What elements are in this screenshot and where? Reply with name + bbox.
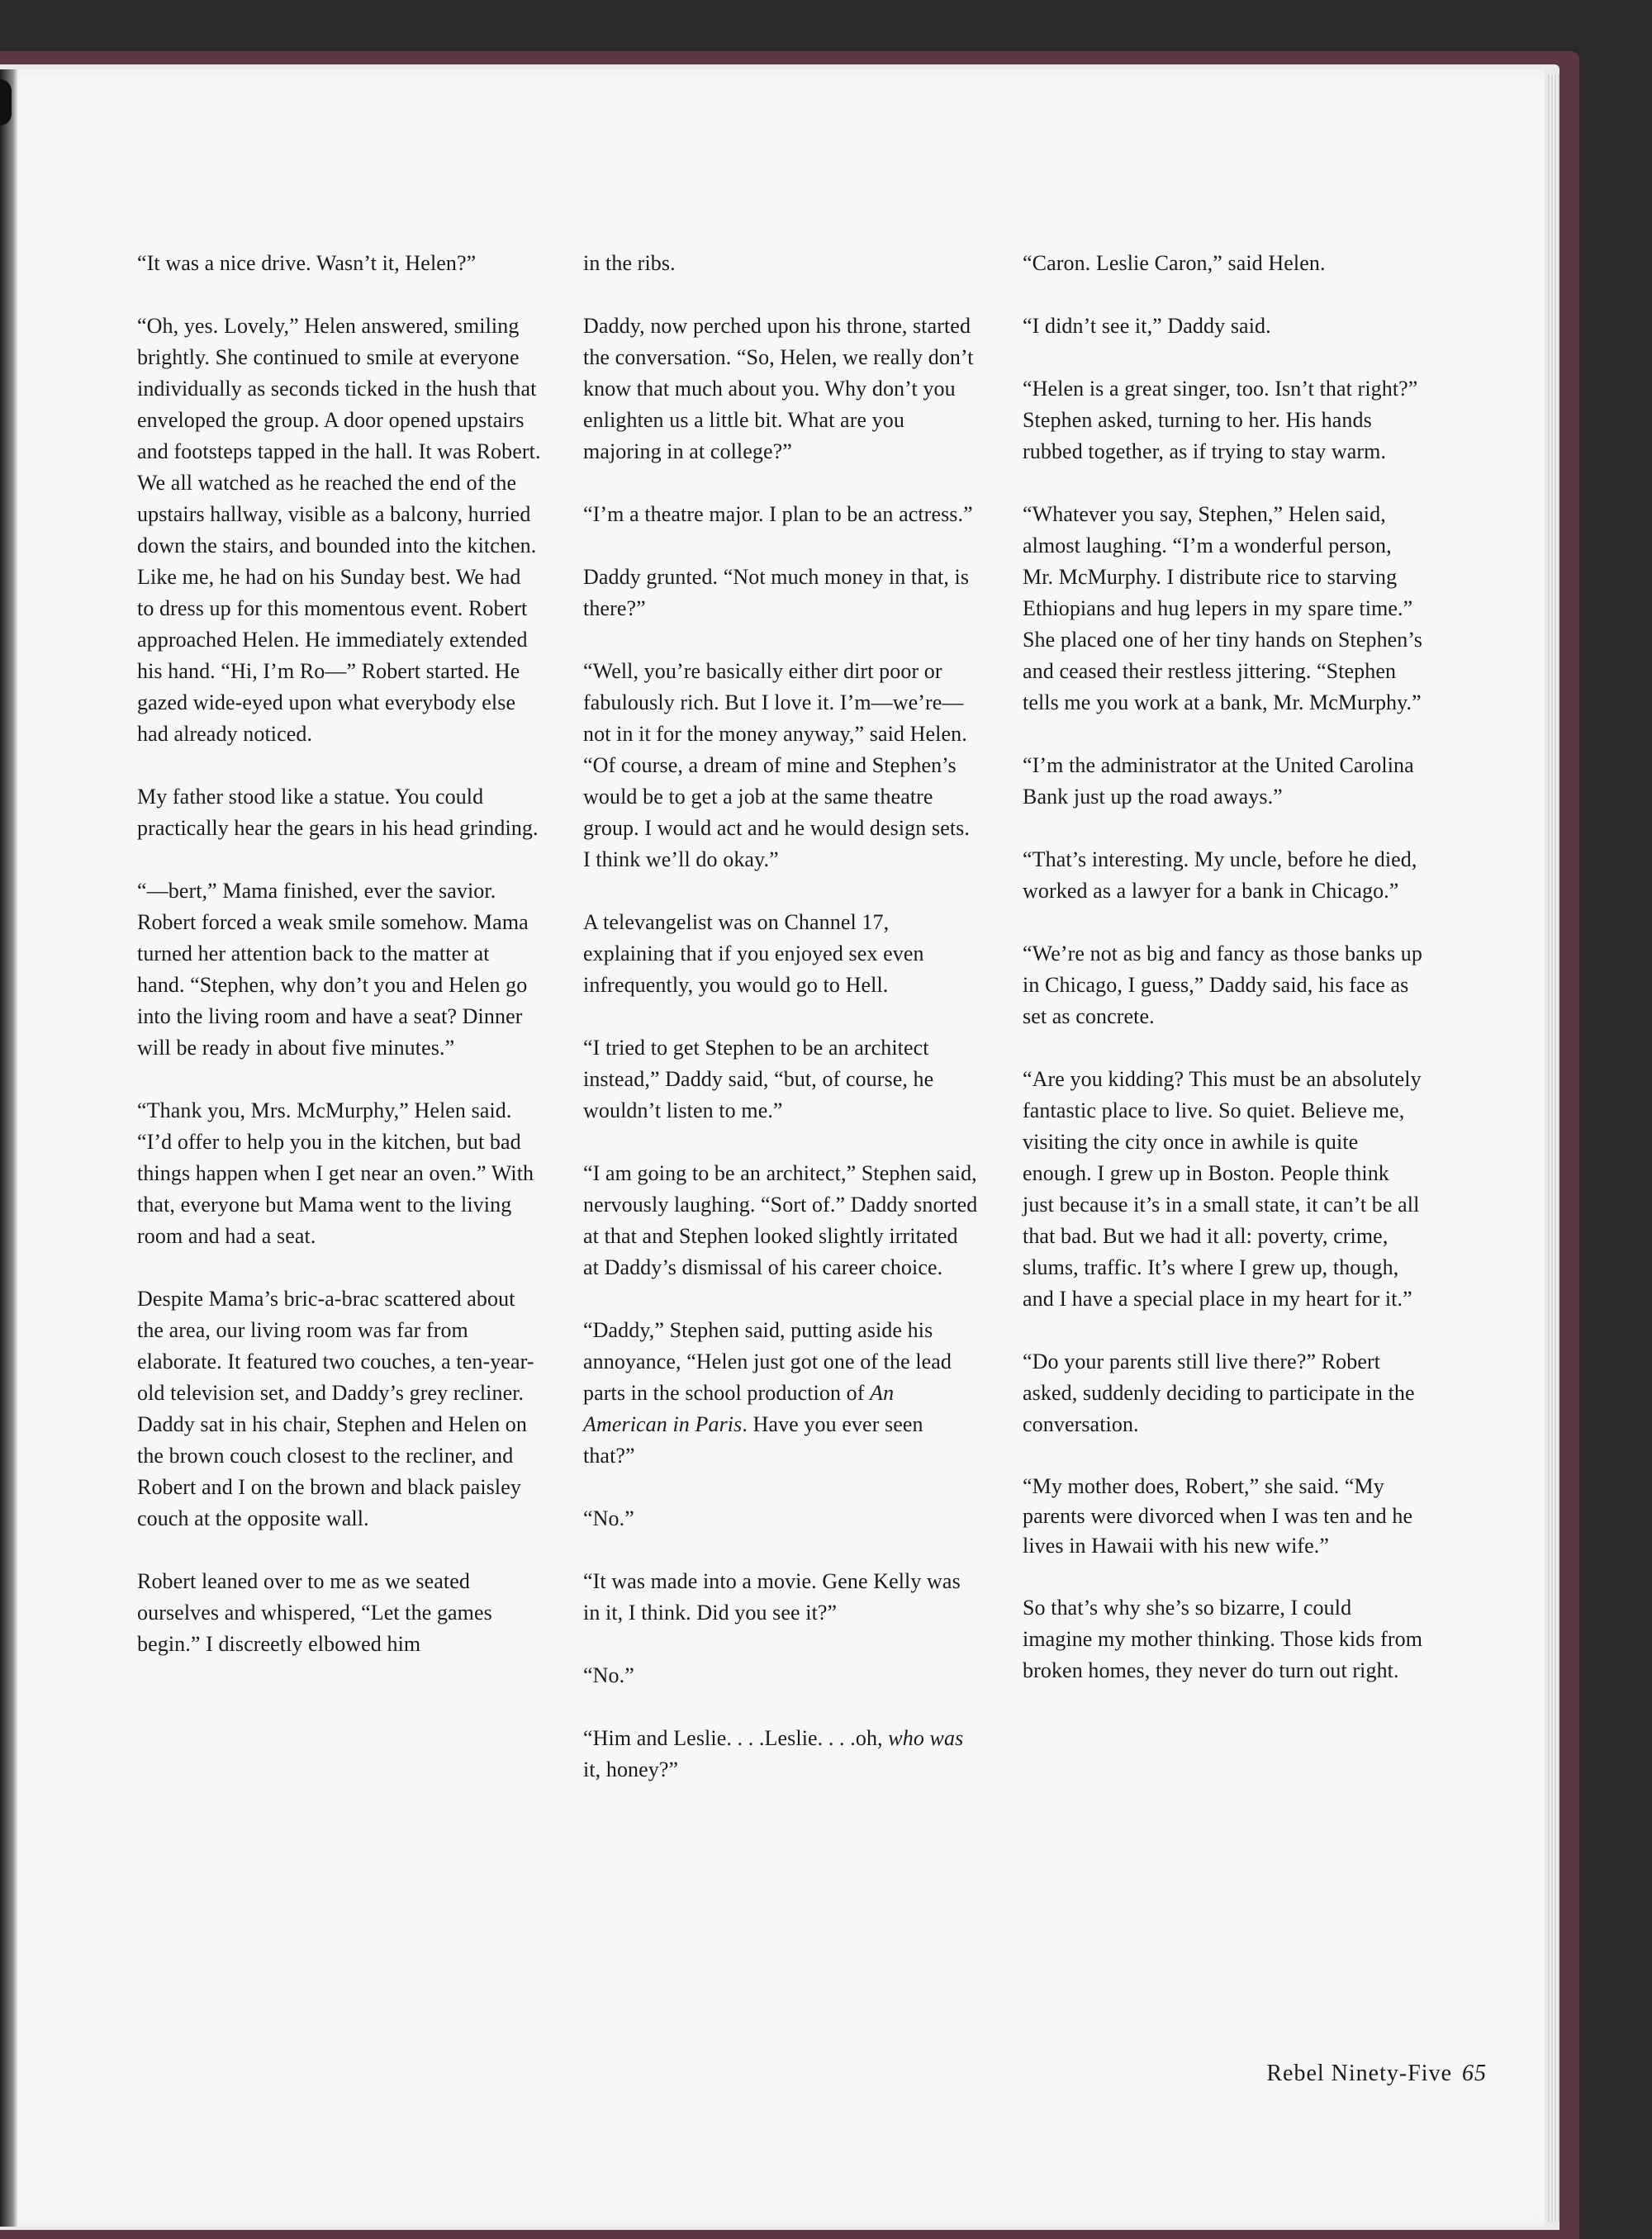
text-column-1 [137,248,542,1691]
italic-emphasis: who was [888,1726,964,1750]
paragraph: “I am going to be an architect,” Stephen said, nervously laughing. “Sort of.” Daddy snorted at that and Stephen looked slightly irritated at Daddy’s dismissal of his career choice. [583,1161,978,1279]
italic-title: An American in Paris [583,1381,895,1436]
paragraph: “We’re not as big and fancy as those banks up in Chicago, I guess,” Daddy said, his face as set as concrete. [1023,942,1422,1028]
paragraph: “I’m a theatre major. I plan to be an actress.” [583,502,973,526]
paragraph: “My mother does, Robert,” she said. “My parents were divorced when I was ten and he lives in Hawaii with his new wife.” [1023,1474,1413,1558]
paragraph-text: “Daddy,” Stephen said, putting aside his annoyance, “Helen just got one of the lead parts in the school production of [583,1318,952,1405]
paragraph: “No.” [583,1506,634,1530]
paragraph: “It was a nice drive. Wasn’t it, Helen?” [137,251,477,275]
paragraph: So that’s why she’s so bizarre, I could imagine my mother thinking. Those kids from broken homes, they never do turn out right. [1023,1596,1423,1682]
paragraph: “I’m the administrator at the United Carolina Bank just up the road aways.” [1023,753,1414,809]
paragraph: A televangelist was on Channel 17, explaining that if you enjoyed sex even infrequently, you would go to Hell. [583,910,924,997]
paragraph: My father stood like a statue. You could practically hear the gears in his head grinding. [137,785,539,840]
paragraph: Daddy, now perched upon his throne, started the conversation. “So, Helen, we really don’t know that much about you. Why don’t you enlighten us a little bit. What are you majoring in at college?” [583,314,974,463]
text-column-2 [583,248,978,1817]
paragraph: Despite Mama’s bric-a-brac scattered about the area, our living room was far from elaborate. It featured two couches, a ten-year-old television set, and Daddy’s grey recliner. Daddy sat in his chair, Stephen and Helen on the brown couch closest to the recliner, and Robert and I on the brown and black paisley couch at the opposite wall. [137,1287,534,1530]
paragraph [583,1315,978,1472]
paragraph: Daddy grunted. “Not much money in that, is there?” [583,565,970,620]
page-number: 65 [1462,2061,1487,2086]
paragraph: “It was made into a movie. Gene Kelly was in it, I think. Did you see it?” [583,1569,961,1625]
paragraph: “—bert,” Mama finished, ever the savior. Robert forced a weak smile somehow. Mama turned her attention back to the matter at hand. “Stephen, why don’t you and Helen go into the living room and have a seat? Dinner will be ready in about five minutes.” [137,879,529,1060]
paragraph: in the ribs. [583,251,676,275]
paragraph: “That’s interesting. My uncle, before he died, worked as a lawyer for a bank in Chicago.” [1023,847,1417,903]
spine-shadow [0,69,18,2227]
paragraph: “Caron. Leslie Caron,” said Helen. [1023,251,1326,275]
paragraph-text: . Have you ever seen that?” [583,1412,923,1468]
page-footer [1214,2061,1487,2087]
paragraph: “No.” [583,1663,634,1687]
paragraph: Robert leaned over to me as we seated ourselves and whispered, “Let the games begin.” I discreetly elbowed him [137,1569,492,1656]
binding-ring [0,79,12,126]
paragraph: “Helen is a great singer, too. Isn’t that right?” Stephen asked, turning to her. His hands rubbed together, as if trying to stay warm. [1023,377,1418,463]
paragraph: “Do your parents still live there?” Robert asked, suddenly deciding to participate in the conversation. [1023,1350,1415,1436]
paragraph: “I tried to get Stephen to be an architect instead,” Daddy said, “but, of course, he wouldn’t listen to me.” [583,1036,934,1122]
paragraph-text: “Him and Leslie. . . .Leslie. . . .oh, [583,1726,883,1750]
paragraph: “Oh, yes. Lovely,” Helen answered, smiling brightly. She continued to smile at everyone individually as seconds ticked in the hush that enveloped the group. A door opened upstairs and footsteps tapped in the hall. It was Robert. We all watched as he reached the end of the upstairs hallway, visible as a balcony, hurried down the stairs, and bounded into the kitchen. Like me, he had on his Sunday best. We had to dress up for this momentous event. Robert approached Helen. He immediately extended his hand. “Hi, I’m Ro—” Robert started. He gazed wide-eyed upon what everybody else had already noticed. [137,314,541,746]
paragraph: “Thank you, Mrs. McMurphy,” Helen said. “I’d offer to help you in the kitchen, but bad things happen when I get near an oven.” With that, everyone but Mama went to the living room and had a seat. [137,1098,534,1248]
paragraph: “Well, you’re basically either dirt poor or fabulously rich. But I love it. I’m—we’re—not in it for the money anyway,” said Helen. “Of course, a dream of mine and Stephen’s would be to get a job at the same theatre group. I would act and he would design sets. I think we’ll do okay.” [583,659,970,871]
paragraph: “Are you kidding? This must be an absolutely fantastic place to live. So quiet. Believe me, visiting the city once in awhile is quite enough. I grew up in Boston. People think just because it’s in a small state, it can’t be all that bad. But we had it all: poverty, crime, slums, traffic. It’s where I grew up, though, and I have a special place in my heart for it.” [1023,1067,1422,1311]
text-column-3 [1023,248,1424,1718]
footer-title: Rebel Ninety-Five [1266,2061,1452,2086]
paragraph [583,1723,978,1786]
paragraph: “I didn’t see it,” Daddy said. [1023,314,1271,338]
paragraph: “Whatever you say, Stephen,” Helen said, almost laughing. “I’m a wonderful person, Mr. McMurphy. I distribute rice to starving Ethiopians and hug lepers in my spare time.” She placed one of her tiny hands on Stephen’s and ceased their restless jittering. “Stephen tells me you work at a bank, Mr. McMurphy.” [1023,502,1422,714]
page-edges [1548,74,1559,2222]
paragraph-text: it, honey?” [583,1758,679,1781]
